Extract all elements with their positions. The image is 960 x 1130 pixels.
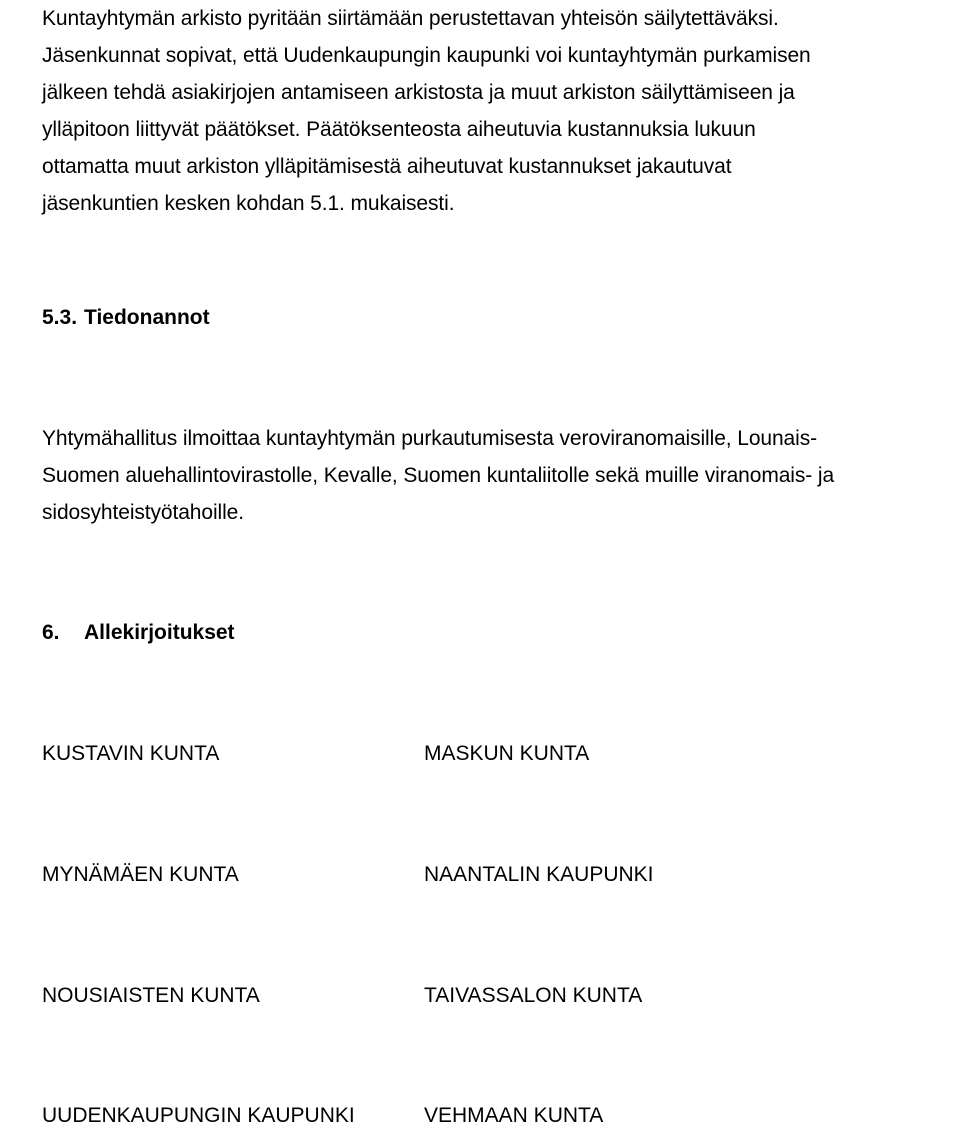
paragraph-line: Suomen aluehallintovirastolle, Kevalle, Suomen kuntaliitolle sekä muille viranomais- ja xyxy=(42,464,835,487)
signatory-name: VEHMAAN KUNTA xyxy=(424,1104,604,1127)
signatory-name: MYNÄMÄEN KUNTA xyxy=(42,863,239,886)
section-title: Tiedonannot xyxy=(84,306,210,329)
paragraph-line: jäsenkuntien kesken kohdan 5.1. mukaisesti. xyxy=(42,192,455,215)
signatory-name: UUDENKAUPUNGIN KAUPUNKI xyxy=(42,1104,355,1127)
archive-paragraph xyxy=(42,0,960,222)
paragraph-line: jälkeen tehdä asiakirjojen antamiseen arkistosta ja muut arkiston säilyttämiseen ja xyxy=(42,81,795,104)
signatory-name: MASKUN KUNTA xyxy=(424,742,590,765)
paragraph-line: Jäsenkunnat sopivat, että Uudenkaupungin kaupunki voi kuntayhtymän purkamisen xyxy=(42,44,811,67)
signatory-name: NAANTALIN KAUPUNKI xyxy=(424,863,654,886)
signatory-name: TAIVASSALON KUNTA xyxy=(424,984,643,1007)
notifications-paragraph xyxy=(42,420,960,531)
paragraph-line: sidosyhteistyötahoille. xyxy=(42,501,244,524)
paragraph-line: ylläpitoon liittyvät päätökset. Päätöksenteosta aiheutuvia kustannuksia lukuun xyxy=(42,118,756,141)
section-heading-5-3 xyxy=(42,304,210,332)
paragraph-line: ottamatta muut arkiston ylläpitämisestä aiheutuvat kustannukset jakautuvat xyxy=(42,155,732,178)
paragraph-line: Kuntayhtymän arkisto pyritään siirtämään perustettavan yhteisön säilytettäväksi. xyxy=(42,7,779,30)
signatory-name: NOUSIAISTEN KUNTA xyxy=(42,984,260,1007)
section-title: Allekirjoitukset xyxy=(84,621,235,644)
section-number: 5.3. xyxy=(42,306,78,329)
paragraph-line: Yhtymähallitus ilmoittaa kuntayhtymän purkautumisesta veroviranomaisille, Lounais- xyxy=(42,427,817,450)
section-heading-6 xyxy=(42,619,235,647)
section-number: 6. xyxy=(42,621,60,644)
signatory-name: KUSTAVIN KUNTA xyxy=(42,742,220,765)
